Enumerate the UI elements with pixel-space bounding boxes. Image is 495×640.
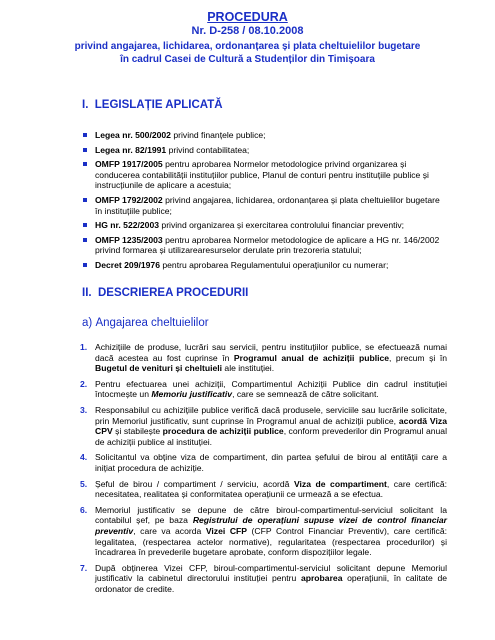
- subsection-a-label: a): [82, 317, 93, 329]
- list-item: 1. Achizițiile de produse, lucrări sau servicii, pentru instituțiilor publice, se efectuează numai dacă acestea au fost cuprinse în Programul anual de achiziții publice, precum și în Bugetul de venituri și cheltuieli ale instituției.: [80, 342, 447, 374]
- document-title: PROCEDURA: [207, 10, 288, 24]
- document-number: Nr. D-258 / 08.10.2008: [191, 25, 304, 37]
- procedure-steps: [80, 342, 447, 599]
- document-subtitle: [0, 40, 495, 66]
- legislation-list: [80, 130, 446, 275]
- section-2-number: II.: [82, 287, 92, 299]
- list-item: Decret 209/1976 pentru aprobarea Regulamentului operațiunilor cu numerar;: [80, 260, 446, 271]
- list-item: 5. Șeful de birou / compartiment / serviciu, acordă Viza de compartiment, care certifică: necesitatea, realitatea și conformitatea operațiunii ce urmează a se efectua.: [80, 478, 447, 500]
- step-number: 5.: [80, 478, 88, 489]
- list-item: Legea nr. 82/1991 privind contabilitatea;: [80, 145, 446, 156]
- list-item: HG nr. 522/2003 privind organizarea și exercitarea controlului financiar preventiv;: [80, 220, 446, 231]
- list-item: OMFP 1235/2003 pentru aprobarea Normelor metodologice de aplicare a HG nr. 146/2002 privind formarea și utilizarearesurselor derulate prin trezoreria statului;: [80, 235, 446, 256]
- step-number: 7.: [80, 562, 88, 573]
- square-bullet-icon: [83, 162, 87, 166]
- step-number: 3.: [80, 404, 88, 415]
- list-item: 2. Pentru efectuarea unei achiziții, Compartimentul Achiziții Publice din cadrul instituției întocmește un Memoriu justificativ, care se semnează de către solicitant.: [80, 378, 447, 400]
- section-2-heading: [82, 287, 248, 299]
- section-1-heading: [82, 99, 223, 111]
- subtitle-line-2: în cadrul Casei de Cultură a Studenților din Timișoara: [120, 54, 375, 65]
- section-2-title: DESCRIEREA PROCEDURII: [97, 287, 249, 299]
- step-number: 2.: [80, 378, 88, 389]
- list-item: 7. După obținerea Vizei CFP, biroul-compartimentul-serviciul solicitant depune Memoriul justificativ la cabinetul directorului instituției pentru aprobarea operațiunii, în calitate de ordonator de credite.: [80, 562, 448, 594]
- list-item: 4. Solicitantul va obține viza de compartiment, din partea șefului de birou al entității care a inițiat procedura de achiziție.: [80, 452, 447, 473]
- square-bullet-icon: [83, 263, 87, 267]
- square-bullet-icon: [83, 223, 87, 227]
- section-1-number: I.: [82, 99, 89, 111]
- subsection-a-title: Angajarea cheltuielilor: [95, 317, 209, 329]
- list-item: 3. Responsabilul cu achizițiile publice verifică dacă produsele, serviciile sau lucrările solicitate, prin Memoriul justificativ, sunt cuprinse în Programul anual de achiziții publice, acordă Viza CPV și stabilește procedura de achiziții publice, conform prevederilor din Programul anual de achiziții publice al instituției.: [80, 404, 447, 447]
- square-bullet-icon: [83, 238, 87, 242]
- step-number: 6.: [80, 504, 88, 515]
- list-item: OMFP 1917/2005 pentru aprobarea Normelor metodologice privind organizarea și conducerea contabilității instituțiilor publice, Planul de conturi pentru instituțiile publice și instrucțiunile de aplicare a acestuia;: [80, 159, 446, 191]
- list-item: OMFP 1792/2002 privind angajarea, lichidarea, ordonanțarea și plata cheltuielilor bugetare în instituțiile publice;: [80, 195, 446, 216]
- step-number: 4.: [80, 452, 88, 463]
- subsection-a-heading: [82, 317, 209, 329]
- square-bullet-icon: [83, 148, 87, 152]
- list-item: Legea nr. 500/2002 privind finanțele publice;: [80, 130, 446, 141]
- square-bullet-icon: [83, 198, 87, 202]
- step-number: 1.: [80, 342, 88, 352]
- square-bullet-icon: [83, 133, 87, 137]
- list-item: 6. Memoriul justificativ se depune de către biroul-compartimentul-serviciul solicitant la contabilul șef, pe baza Registrului de operațiuni supuse vizei de control financiar preventiv, care va acorda Vizei CFP (CFP Control Financiar Preventiv), care certifică: legalitatea, (respectarea actelor normative), regularitatea (respectarea procedurilor) și încadrarea în prevederile bugetare aprobate, conform dispozițiilor legale.: [80, 504, 447, 558]
- subtitle-line-1: privind angajarea, lichidarea, ordonanțarea și plata cheltuielilor bugetare: [74, 41, 421, 52]
- section-1-title: LEGISLAȚIE APLICATĂ: [94, 99, 223, 111]
